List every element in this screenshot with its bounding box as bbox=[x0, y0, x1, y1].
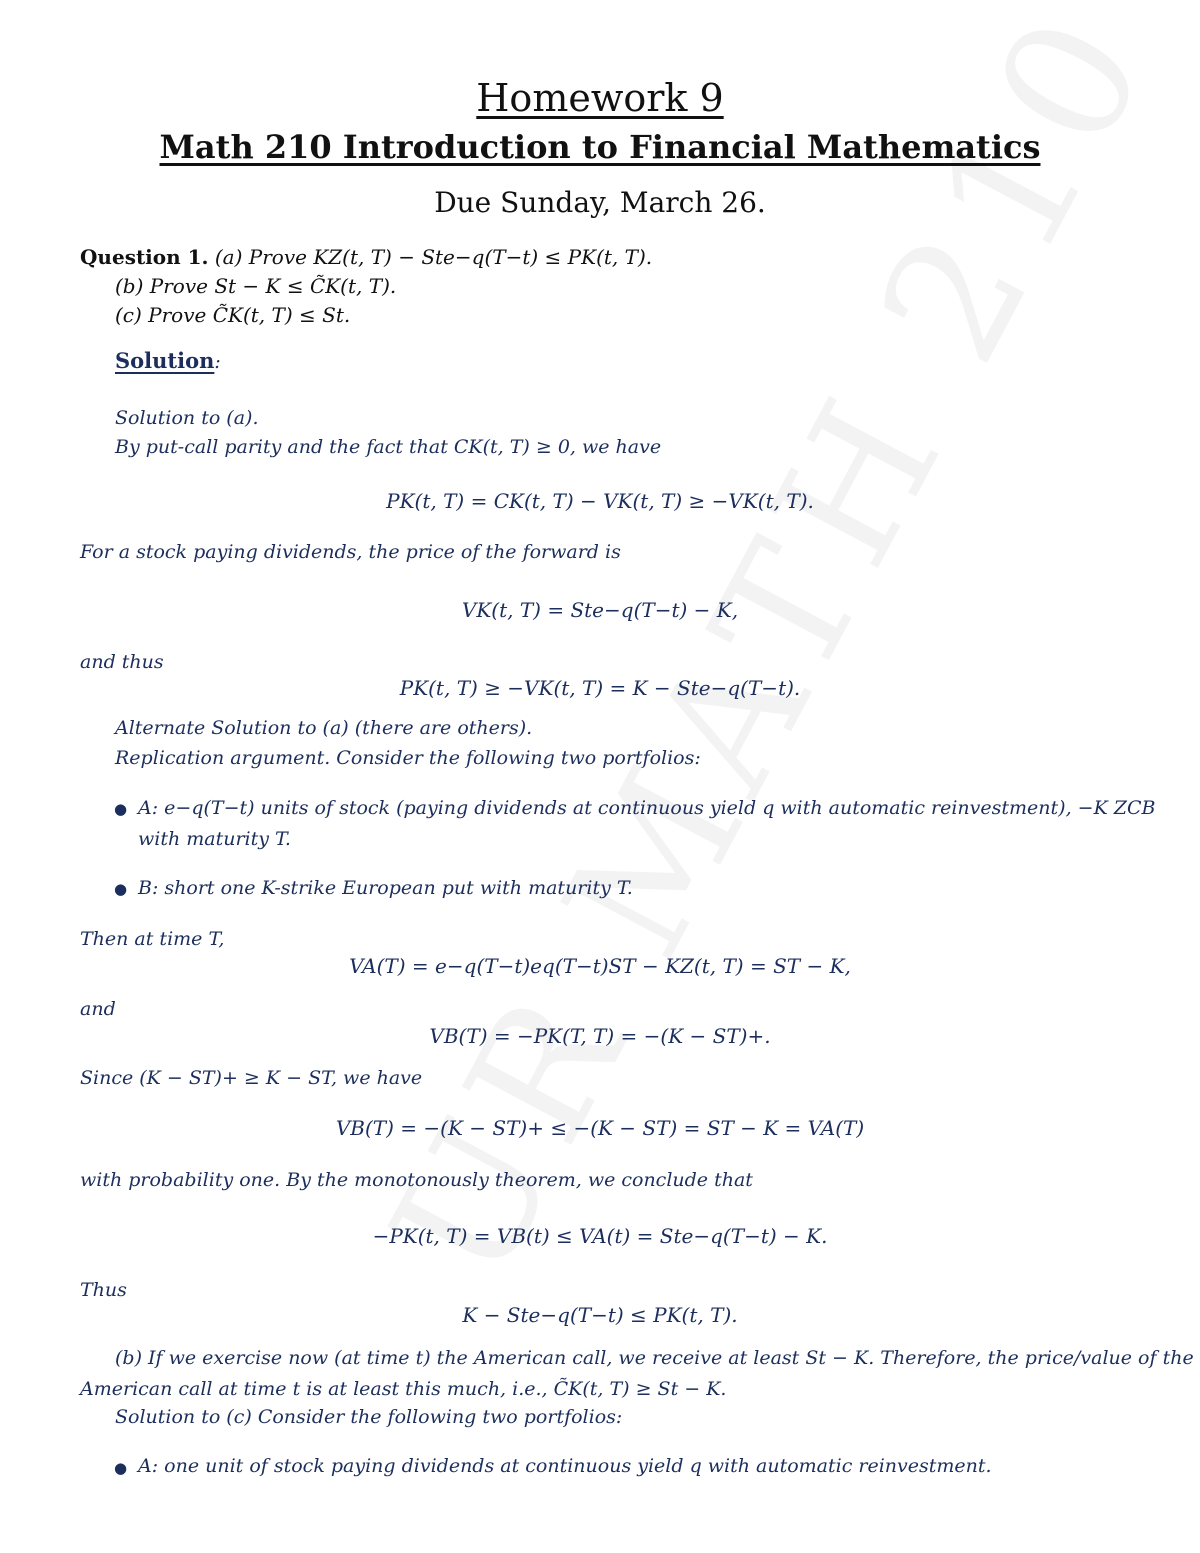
solution-heading-line bbox=[115, 348, 221, 373]
question-part-b: (b) Prove St − K ≤ C̃K(t, T). bbox=[115, 274, 397, 298]
since-line: Since (K − ST)+ ≥ K − ST, we have bbox=[80, 1067, 423, 1089]
equation-2: VK(t, T) = Ste−q(T−t) − K, bbox=[461, 598, 739, 622]
solution-b-line1: (b) If we exercise now (at time t) the American call, we receive at least St − K. Therefore, the price/value of the bbox=[115, 1347, 1194, 1369]
watermark bbox=[354, 247, 1045, 1311]
and-line: and bbox=[80, 998, 116, 1020]
page-title: Homework 9 bbox=[476, 76, 724, 120]
bullet-a-line1: A: e−q(T−t) units of stock (paying dividends at continuous yield q with automatic reinvestment), −K ZCB bbox=[138, 797, 1156, 819]
solution-heading: Solution bbox=[115, 348, 215, 373]
equation-4: VA(T) = e−q(T−t)eq(T−t)ST − KZ(t, T) = ST − K, bbox=[349, 954, 851, 978]
solution-a-line1: By put-call parity and the fact that CK(t, T) ≥ 0, we have bbox=[115, 436, 662, 458]
bullet-a-line2: with maturity T. bbox=[138, 828, 291, 850]
solution-c-bullet-a: A: one unit of stock paying dividends at continuous yield q with automatic reinvestment. bbox=[138, 1455, 992, 1477]
equation-1: PK(t, T) = CK(t, T) − VK(t, T) ≥ −VK(t, T). bbox=[386, 489, 814, 513]
alternate-title: Alternate Solution to (a) (there are others). bbox=[115, 717, 533, 739]
bullet-icon: ● bbox=[114, 1459, 128, 1477]
solution-colon: : bbox=[214, 351, 221, 373]
then-line: Then at time T, bbox=[80, 928, 225, 950]
equation-8: K − Ste−q(T−t) ≤ PK(t, T). bbox=[462, 1303, 738, 1327]
equation-6: VB(T) = −(K − ST)+ ≤ −(K − ST) = ST − K = VA(T) bbox=[335, 1116, 865, 1140]
solution-c-title: Solution to (c) Consider the following two portfolios: bbox=[115, 1406, 623, 1428]
question-1 bbox=[80, 245, 652, 269]
solution-a-title: Solution to (a). bbox=[115, 407, 259, 429]
solution-a-line2: For a stock paying dividends, the price of the forward is bbox=[80, 541, 621, 563]
question-part-c: (c) Prove C̃K(t, T) ≤ St. bbox=[115, 303, 351, 327]
alternate-line1: Replication argument. Consider the following two portfolios: bbox=[115, 747, 701, 769]
thus-line: Thus bbox=[80, 1279, 127, 1301]
equation-3: PK(t, T) ≥ −VK(t, T) = K − Ste−q(T−t). bbox=[399, 676, 801, 700]
solution-b-line2: American call at time t is at least this much, i.e., C̃K(t, T) ≥ St − K. bbox=[80, 1378, 727, 1400]
equation-5: VB(T) = −PK(T, T) = −(K − ST)+. bbox=[429, 1024, 771, 1048]
question-part-a: (a) Prove KZ(t, T) − Ste−q(T−t) ≤ PK(t, T). bbox=[214, 245, 653, 269]
solution-a-line3: and thus bbox=[80, 651, 164, 673]
due-date: Due Sunday, March 26. bbox=[434, 186, 766, 219]
course-title: Math 210 Introduction to Financial Mathematics bbox=[159, 128, 1041, 166]
bullet-b: B: short one K-strike European put with maturity T. bbox=[138, 877, 633, 899]
bullet-icon: ● bbox=[114, 880, 128, 898]
probability-line: with probability one. By the monotonously theorem, we conclude that bbox=[80, 1169, 753, 1191]
equation-7: −PK(t, T) = VB(t) ≤ VA(t) = Ste−q(T−t) − K. bbox=[372, 1224, 828, 1248]
question-label: Question 1. bbox=[80, 245, 209, 269]
bullet-icon: ● bbox=[114, 800, 128, 818]
